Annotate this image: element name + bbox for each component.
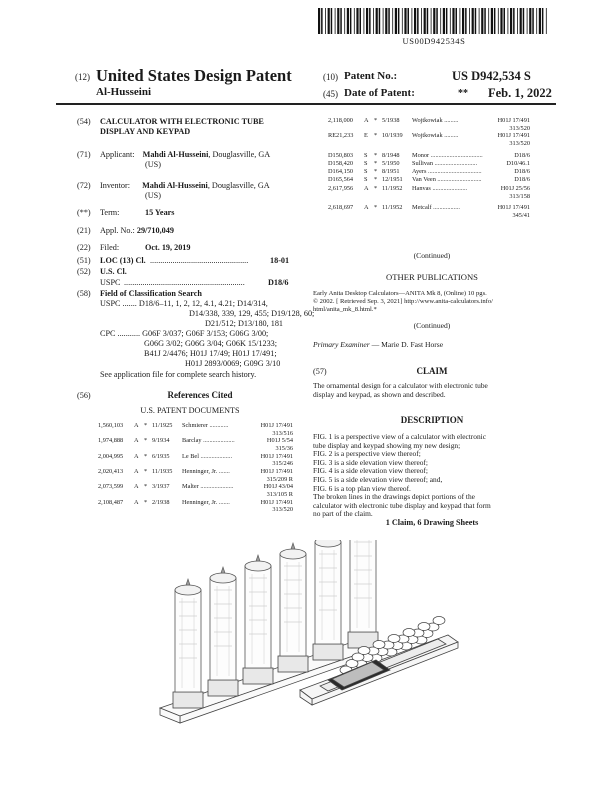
- citation-name: Le Bel ....................: [182, 452, 233, 460]
- citation-kind: A: [134, 452, 139, 460]
- keypad-key: [358, 647, 370, 655]
- citation-row: [328, 185, 530, 193]
- glass-tube: [210, 578, 236, 680]
- citation-cls1: H01J 17/491: [497, 204, 530, 211]
- code-45: (45): [323, 89, 338, 99]
- citation-name: Van Veen ............................: [412, 176, 482, 183]
- other-publications-heading: OTHER PUBLICATIONS: [386, 272, 478, 282]
- citation-num: 2,020,413: [98, 467, 124, 475]
- description-line: FIG. 2 is a perspective view thereof;: [313, 449, 421, 459]
- citation-cls1: H01J 17/491: [260, 467, 293, 475]
- citation-num: D150,803: [328, 152, 354, 159]
- field-cpc-line: G06G 3/02; G06G 3/04; G06K 15/1233;: [144, 339, 278, 348]
- other-pub-line: Early Anita Desktop Calculators—ANITA Mk 8, (Online) 10 pgs.: [313, 290, 487, 297]
- filed-value: Oct. 19, 2019: [145, 243, 191, 252]
- field-cpc-line: H01J 2893/0069; G09G 3/10: [185, 359, 281, 368]
- code-57: (57): [313, 367, 327, 376]
- citation-star: *: [374, 185, 378, 192]
- citation-row: [98, 468, 293, 476]
- citation-num: 2,618,697: [328, 204, 354, 211]
- citation-cls2: 345/41: [512, 211, 530, 219]
- citation-name: Sullivan ...........................: [412, 160, 478, 167]
- applicant-label: Applicant:: [100, 150, 135, 159]
- citation-name: Metcalf .................: [412, 204, 460, 211]
- citation-num: D164,150: [328, 168, 354, 175]
- citation-date: 11/1952: [382, 185, 403, 192]
- citation-num: 2,073,599: [98, 483, 124, 491]
- citation-num: 1,560,103: [98, 422, 124, 429]
- code-12: (12): [75, 72, 90, 82]
- tube-tip: [291, 543, 295, 549]
- citation-date: 11/1952: [382, 204, 403, 211]
- citation-date: 12/1951: [382, 176, 403, 183]
- citation-kind: A: [134, 422, 139, 429]
- tube-socket: [208, 680, 238, 696]
- citation-row: [98, 453, 293, 461]
- citation-date: 11/1935: [152, 467, 173, 475]
- code-term: (**): [77, 208, 91, 217]
- tube-top: [245, 561, 271, 571]
- citation-star: *: [144, 437, 148, 445]
- citation-kind: A: [134, 467, 139, 475]
- citation-cls2: 313/520: [509, 139, 530, 147]
- other-pub-line: © 2002. [ Retrieved Sep. 3, 2021] http://www.anita-calculators.info/: [313, 298, 494, 305]
- uspc-value: D18/6: [268, 278, 289, 287]
- citation-star: *: [144, 422, 148, 429]
- citation-name: Monor .................................: [412, 152, 483, 159]
- citation-cls1: D18/6: [514, 168, 530, 175]
- tube-socket: [278, 656, 308, 672]
- citation-date: 5/1950: [382, 160, 400, 167]
- title-line-1: CALCULATOR WITH ELECTRONIC TUBE: [100, 117, 264, 126]
- citation-cls2: 315/209 R: [266, 475, 293, 483]
- citation-name: Ayers ..................................: [412, 168, 482, 175]
- citation-star: *: [374, 168, 378, 175]
- citation-kind: E: [364, 132, 368, 139]
- inventor-line: [100, 181, 270, 191]
- code-54: (54): [77, 117, 91, 126]
- citation-num: RE21,233: [328, 132, 354, 139]
- citation-name: Henninger, Jr. .......: [182, 498, 230, 506]
- citation-star: *: [374, 132, 378, 139]
- patent-number: US D942,534 S: [452, 69, 531, 83]
- tube-tip: [186, 579, 190, 585]
- citation-star: *: [374, 176, 378, 183]
- citation-row: [328, 152, 530, 160]
- citation-row: [328, 204, 530, 212]
- citation-kind: A: [364, 185, 369, 192]
- citation-cls2: 313/520: [272, 506, 293, 514]
- citation-kind: A: [134, 483, 139, 491]
- citation-kind: S: [364, 176, 368, 183]
- citation-name: Hanvas ......................: [412, 185, 468, 192]
- applicant-name: Mahdi Al-Husseini: [142, 150, 209, 159]
- citation-star: *: [144, 452, 148, 460]
- field-cpc-line: CPC ........... G06F 3/037; G06F 3/153; G06G 3/00;: [100, 329, 269, 338]
- citation-cls1: H01J 25/56: [500, 185, 530, 192]
- description-line: The broken lines in the drawings depict portions of the: [313, 492, 475, 502]
- code-52: (52): [77, 267, 91, 276]
- description-line: FIG. 4 is a side elevation view thereof;: [313, 466, 428, 476]
- citation-row: [98, 422, 293, 430]
- inventor-name: Mahdi Al-Husseini: [142, 181, 208, 190]
- us-cl-label: U.S. Cl.: [100, 267, 127, 276]
- claim-text-line: The ornamental design for a calculator with electronic tube: [313, 381, 488, 390]
- citation-kind: S: [364, 152, 368, 159]
- citation-row: [328, 117, 530, 125]
- barcode: [318, 8, 550, 34]
- tube-tip: [221, 567, 225, 573]
- description-line: no part of the claim.: [313, 509, 373, 519]
- inventor-country: (US): [145, 191, 161, 200]
- citation-row: [98, 437, 293, 445]
- inventor-short: Al-Husseini: [96, 86, 152, 98]
- document-title: United States Design Patent: [96, 66, 292, 85]
- tube-socket: [243, 668, 273, 684]
- citation-date: 5/1938: [382, 117, 400, 124]
- citation-star: *: [374, 204, 378, 211]
- tube-top: [210, 573, 236, 583]
- header-rule: [56, 103, 556, 105]
- citation-date: 9/1934: [152, 437, 170, 445]
- description-line: calculator with electronic tube display and keypad that form: [313, 500, 491, 510]
- filed-label: Filed:: [100, 243, 120, 252]
- applicant-country: (US): [145, 160, 161, 169]
- description-heading: DESCRIPTION: [400, 415, 464, 425]
- keypad-key: [403, 629, 415, 637]
- keypad-key: [388, 635, 400, 643]
- tube-socket: [313, 644, 343, 660]
- citation-kind: S: [364, 160, 368, 167]
- other-pub-line: html/anita_mk_8.html.*: [313, 306, 377, 313]
- patent-date: Feb. 1, 2022: [488, 86, 552, 100]
- citation-kind: A: [134, 437, 139, 445]
- term-stars: **: [458, 88, 468, 99]
- appl-no-line: [100, 226, 174, 236]
- appl-no-label: Appl. No.:: [100, 226, 135, 235]
- citation-cls2: 313/105 R: [266, 490, 293, 498]
- citation-date: 8/1951: [382, 168, 400, 175]
- tube-top: [175, 585, 201, 595]
- examiner-line: [313, 340, 443, 349]
- citation-row: [98, 483, 293, 491]
- citation-num: D165,564: [328, 176, 354, 183]
- citation-num: 1,974,888: [98, 437, 124, 445]
- field-uspc-line: USPC ....... D18/6–11, 1, 2, 12, 4.1, 4.21; D14/314,: [100, 299, 268, 308]
- term-label: Term:: [100, 208, 120, 217]
- citation-name: Henninger, Jr. .......: [182, 467, 230, 475]
- barcode-number: US00D942534S: [402, 36, 466, 46]
- citation-name: Barclay ....................: [182, 437, 235, 445]
- uspc-label: USPC: [100, 278, 121, 287]
- glass-tube: [315, 542, 341, 644]
- citation-star: *: [374, 152, 378, 159]
- loc-label: LOC (13) Cl.: [100, 256, 146, 265]
- citation-num: 2,108,487: [98, 498, 124, 506]
- citation-kind: S: [364, 168, 368, 175]
- tube-top: [280, 549, 306, 559]
- uspc-dots: ...........................................................: [124, 278, 245, 287]
- description-line: FIG. 3 is a side elevation view thereof;: [313, 457, 428, 467]
- citation-num: 2,617,956: [328, 185, 354, 192]
- tube-top: [315, 540, 341, 547]
- glass-tube: [245, 566, 271, 668]
- citation-star: *: [144, 483, 148, 491]
- citation-date: 11/1925: [152, 422, 173, 429]
- citation-date: 2/1938: [152, 498, 170, 506]
- inventor-label: Inventor:: [100, 181, 131, 190]
- code-22: (22): [77, 243, 91, 252]
- citation-row: [328, 176, 530, 184]
- description-line: tube display and keypad showing my new design;: [313, 440, 461, 450]
- code-56: (56): [77, 391, 91, 400]
- citation-star: *: [144, 498, 148, 506]
- citation-date: 10/1939: [382, 132, 403, 139]
- glass-tube: [175, 590, 201, 692]
- code-58: (58): [77, 289, 91, 298]
- citation-name: Wojtkowiak .........: [412, 132, 459, 139]
- calculator-drawing: [150, 540, 460, 776]
- citation-num: 2,118,000: [328, 117, 353, 124]
- inventor-location: , Douglasville, GA: [207, 181, 270, 190]
- continued-label-2: (Continued): [413, 321, 451, 330]
- description-line: FIG. 5 is a side elevation view thereof; and,: [313, 475, 443, 484]
- tube-tip: [256, 555, 260, 561]
- citation-kind: A: [134, 498, 139, 506]
- patent-no-label: Patent No.:: [344, 70, 398, 82]
- citation-row: [328, 132, 530, 140]
- citation-star: *: [374, 117, 378, 124]
- citation-cls1: D18/6: [514, 176, 530, 183]
- citation-cls1: H01J 43/04: [263, 483, 293, 491]
- citation-kind: A: [364, 204, 369, 211]
- citation-num: 2,004,995: [98, 452, 124, 460]
- claim-heading: CLAIM: [416, 366, 448, 376]
- term-value: 15 Years: [145, 208, 175, 217]
- title-line-2: DISPLAY AND KEYPAD: [100, 127, 191, 136]
- code-71: (71): [77, 150, 91, 159]
- examiner-label: Primary Examiner: [313, 340, 370, 349]
- field-search-label: Field of Classification Search: [100, 289, 202, 298]
- citation-cls2: 313/520: [509, 124, 530, 132]
- claim-text-line: display and keypad, as shown and described.: [313, 390, 446, 399]
- citation-cls1: H01J 17/491: [260, 422, 293, 429]
- code-21: (21): [77, 226, 91, 235]
- citation-cls1: H01J 17/491: [497, 132, 530, 139]
- code-10: (10): [323, 72, 338, 82]
- glass-tube: [350, 540, 376, 632]
- citation-row: [328, 160, 530, 168]
- examiner-name: — Marie D. Fast Horse: [371, 340, 444, 349]
- citation-row: [98, 499, 293, 507]
- appl-no-value: 29/710,049: [136, 226, 174, 235]
- citation-cls2: 313/158: [509, 192, 530, 200]
- citation-num: D158,420: [328, 160, 354, 167]
- loc-value: 18-01: [270, 256, 290, 265]
- date-label: Date of Patent:: [344, 87, 415, 99]
- citation-cls1: H01J 17/491: [260, 452, 293, 460]
- description-line: FIG. 6 is a top plan view thereof.: [313, 483, 411, 493]
- citation-cls1: H01J 17/491: [260, 498, 293, 506]
- citation-name: Schmierer ............: [182, 422, 229, 429]
- keypad-key: [418, 623, 430, 631]
- citation-kind: A: [364, 117, 369, 124]
- citation-cls2: 315/36: [275, 444, 293, 452]
- field-uspc-line: D21/512; D13/180, 181: [205, 319, 284, 328]
- citation-name: Wojtkowiak .........: [412, 117, 459, 124]
- continued-label: (Continued): [413, 251, 451, 260]
- loc-dots: ................................................: [150, 256, 249, 265]
- field-uspc-line: D14/338, 339, 129, 455; D19/128, 60;: [189, 309, 315, 318]
- citation-cls2: 313/516: [272, 429, 293, 437]
- tube-socket: [173, 692, 203, 708]
- claims-sheets-summary: 1 Claim, 6 Drawing Sheets: [385, 518, 479, 527]
- description-line: FIG. 1 is a perspective view of a calculator with electronic: [313, 432, 486, 441]
- references-cited-heading: References Cited: [167, 390, 233, 400]
- search-history-note: See application file for complete search history.: [100, 370, 257, 379]
- citation-name: Malter .....................: [182, 483, 234, 491]
- applicant-line: [100, 150, 270, 160]
- keypad-key: [373, 641, 385, 649]
- us-patent-docs-heading: U.S. PATENT DOCUMENTS: [140, 406, 240, 415]
- field-cpc-line: B41J 2/4476; H01J 17/49; H01J 17/491;: [144, 349, 277, 358]
- glass-tube: [280, 554, 306, 656]
- citation-cls1: H01J 5/54: [266, 437, 293, 445]
- citation-row: [328, 168, 530, 176]
- code-51: (51): [77, 256, 91, 265]
- citation-date: 6/1935: [152, 452, 170, 460]
- citation-star: *: [144, 467, 148, 475]
- citation-cls1: D10/46.1: [506, 160, 530, 167]
- keypad-key: [433, 617, 445, 625]
- citation-cls1: H01J 17/491: [497, 117, 530, 124]
- citation-date: 3/1937: [152, 483, 170, 491]
- citation-cls1: D18/6: [514, 152, 530, 159]
- applicant-location: , Douglasville, GA: [208, 150, 271, 159]
- code-72: (72): [77, 181, 91, 190]
- citation-cls2: 315/246: [272, 460, 293, 468]
- citation-star: *: [374, 160, 378, 167]
- citation-date: 8/1948: [382, 152, 400, 159]
